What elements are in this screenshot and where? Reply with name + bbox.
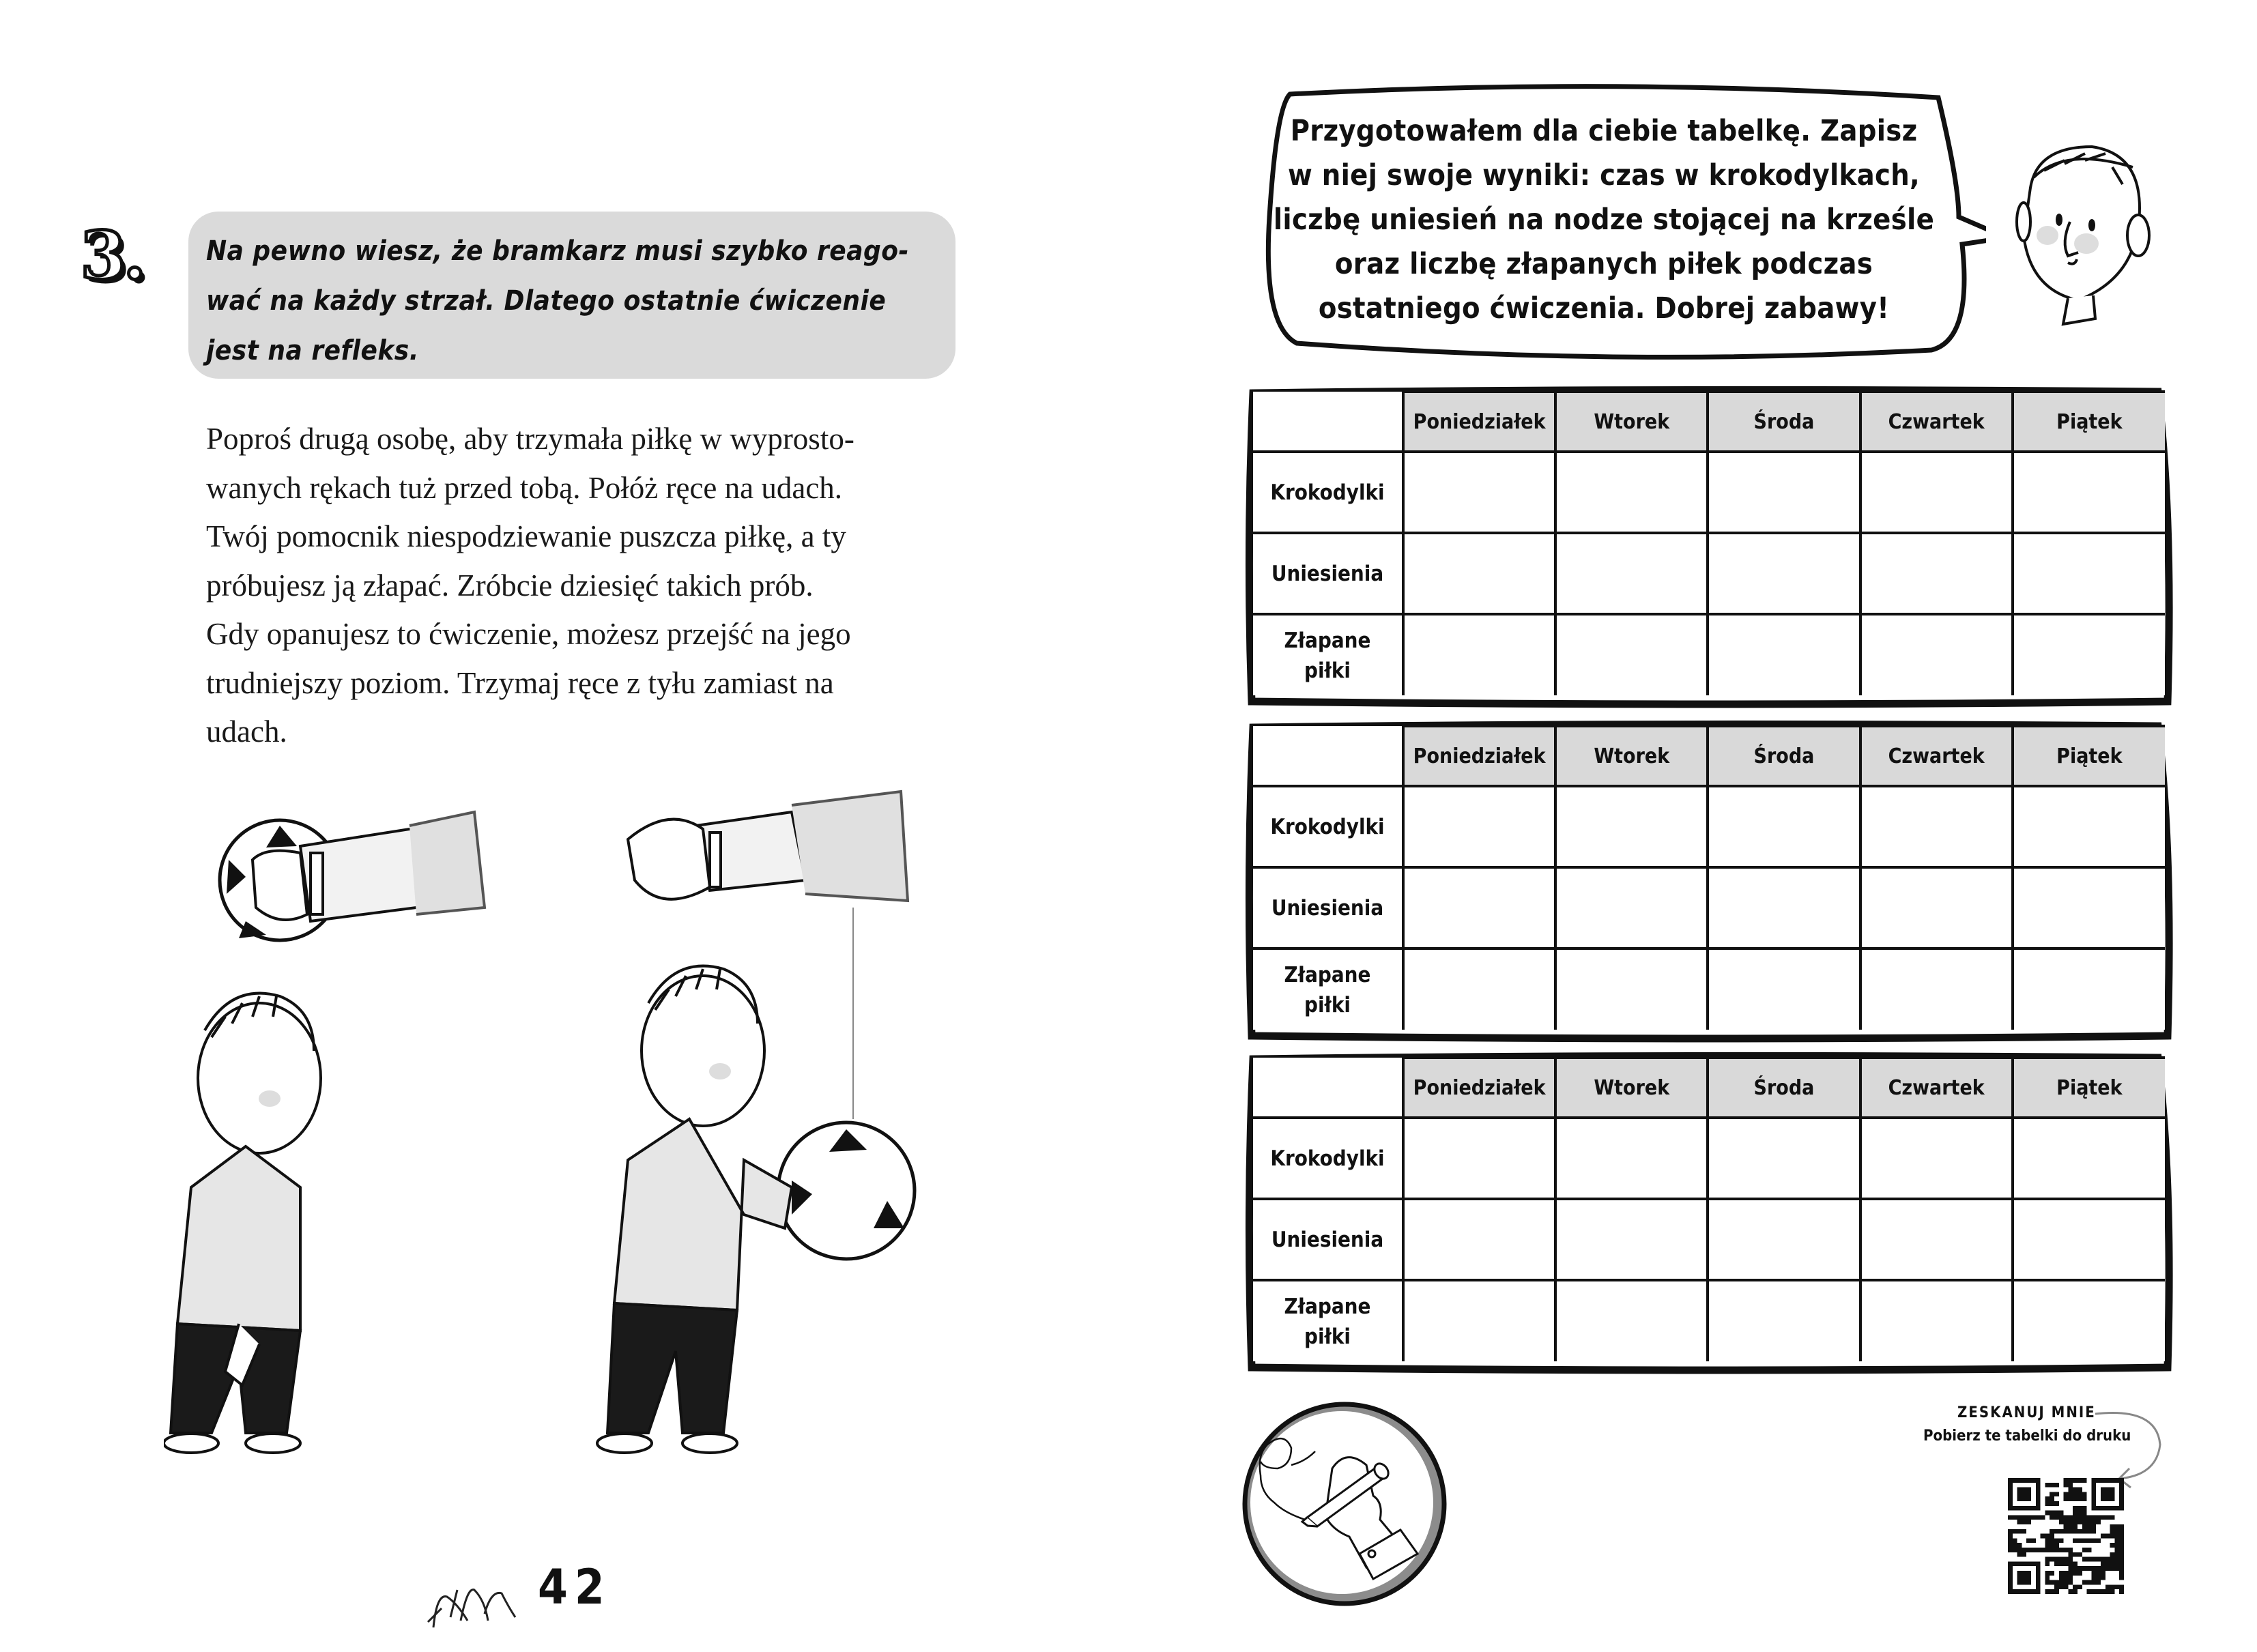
speech-line: Przygotowałem dla ciebie tabelkę. Zapisz [1290, 114, 1918, 148]
table-row [1253, 533, 2165, 614]
row-label [1253, 1280, 1403, 1361]
score-cell[interactable] [2013, 452, 2165, 533]
corner-cell [1253, 392, 1403, 452]
table-row [1253, 867, 2165, 948]
intro-line: jest na refleks. [206, 335, 419, 366]
day-header: Piątek [2013, 726, 2165, 786]
score-cell[interactable] [1403, 1199, 1555, 1280]
speech-line: w niej swoje wyniki: czas w krokodylkach, [1287, 158, 1921, 192]
score-grid [1253, 1056, 2165, 1361]
table-row [1253, 1199, 2165, 1280]
body-line: udach. [206, 714, 287, 749]
row-label [1253, 948, 1403, 1030]
day-header: Wtorek [1555, 1058, 1708, 1118]
score-cell[interactable] [2013, 786, 2165, 867]
row-label [1253, 1199, 1403, 1280]
boy-figure-waiting-icon [164, 994, 321, 1453]
row-label [1253, 533, 1403, 614]
page-number: 42 [538, 1559, 612, 1615]
score-cell[interactable] [1403, 533, 1555, 614]
score-cell[interactable] [1555, 614, 1708, 695]
score-table [1250, 725, 2173, 1030]
boy-catching-dropped-ball-icon [587, 778, 1065, 1474]
score-cell[interactable] [2013, 614, 2165, 695]
score-cell[interactable] [2013, 1199, 2165, 1280]
score-cell[interactable] [1555, 533, 1708, 614]
body-line: trudniejszy poziom. Trzymaj ręce z tyłu zamiast na [206, 665, 834, 700]
day-header: Poniedziałek [1403, 1058, 1555, 1118]
table-row [1253, 786, 2165, 867]
row-label-line: Uniesienia [1271, 895, 1384, 921]
day-header: Poniedziałek [1403, 392, 1555, 452]
intro-line: wać na każdy strzał. Dlatego ostatnie ćwiczenie [206, 285, 887, 317]
body-line: Gdy opanujesz to ćwiczenie, możesz przejść na jego [206, 617, 851, 651]
score-cell[interactable] [1403, 1280, 1555, 1361]
score-cell[interactable] [2013, 948, 2165, 1030]
boy-face-icon [1996, 119, 2160, 331]
score-cell[interactable] [1860, 1280, 2013, 1361]
score-cell[interactable] [1403, 614, 1555, 695]
grass-icon [420, 1573, 522, 1634]
row-label [1253, 452, 1403, 533]
score-grid [1253, 390, 2165, 695]
day-header: Piątek [2013, 1058, 2165, 1118]
score-cell[interactable] [1403, 786, 1555, 867]
intro-callout [188, 212, 955, 379]
speech-bubble-text [1269, 109, 1938, 331]
score-table [1250, 390, 2173, 695]
qr-title: ZESKANUJ MNIE [1957, 1404, 2096, 1421]
score-cell[interactable] [1403, 948, 1555, 1030]
score-cell[interactable] [1860, 614, 2013, 695]
row-label [1253, 867, 1403, 948]
score-cell[interactable] [1708, 452, 1860, 533]
score-cell[interactable] [1555, 948, 1708, 1030]
score-cell[interactable] [1555, 452, 1708, 533]
corner-cell [1253, 726, 1403, 786]
speech-line: oraz liczbę złapanych piłek podczas [1334, 247, 1873, 281]
header-row [1253, 392, 2165, 452]
score-cell[interactable] [1708, 1280, 1860, 1361]
row-label-line: Złapane [1284, 962, 1371, 987]
qr-code-icon[interactable] [2008, 1478, 2124, 1594]
score-cell[interactable] [1860, 452, 2013, 533]
day-header: Wtorek [1555, 726, 1708, 786]
row-label-line: Krokodylki [1270, 480, 1385, 505]
score-cell[interactable] [1708, 1199, 1860, 1280]
score-cell[interactable] [2013, 1280, 2165, 1361]
row-label [1253, 614, 1403, 695]
header-row [1253, 726, 2165, 786]
table-row [1253, 452, 2165, 533]
score-cell[interactable] [1708, 948, 1860, 1030]
day-header: Środa [1708, 1058, 1860, 1118]
speech-line: ostatniego ćwiczenia. Dobrej zabawy! [1318, 291, 1890, 325]
instructions-paragraph [206, 415, 943, 757]
score-cell[interactable] [1708, 786, 1860, 867]
hand-writing-marker-icon [1237, 1400, 1455, 1619]
row-label [1253, 786, 1403, 867]
row-label-line: Uniesienia [1271, 561, 1384, 586]
row-label-line: piłki [1304, 992, 1351, 1017]
score-cell[interactable] [1860, 1199, 2013, 1280]
score-cell[interactable] [1708, 867, 1860, 948]
intro-line: Na pewno wiesz, że bramkarz musi szybko reago- [206, 235, 909, 267]
day-header: Wtorek [1555, 392, 1708, 452]
score-cell[interactable] [1555, 1118, 1708, 1199]
score-cell[interactable] [1860, 1118, 2013, 1199]
score-cell[interactable] [1555, 1280, 1708, 1361]
row-label-line: Krokodylki [1270, 1146, 1385, 1171]
score-table [1250, 1056, 2173, 1361]
corner-cell [1253, 1058, 1403, 1118]
row-label-line: Złapane [1284, 1294, 1371, 1319]
score-cell[interactable] [1860, 948, 2013, 1030]
table-row [1253, 1118, 2165, 1199]
day-header: Piątek [2013, 392, 2165, 452]
row-label-line: Złapane [1284, 628, 1371, 653]
score-grid [1253, 725, 2165, 1030]
row-label-line: piłki [1304, 1324, 1351, 1349]
row-label-line: piłki [1304, 658, 1351, 683]
score-cell[interactable] [1403, 1118, 1555, 1199]
day-header: Środa [1708, 392, 1860, 452]
body-line: próbujesz ją złapać. Zróbcie dziesięć takich prób. [206, 568, 814, 603]
score-cell[interactable] [1555, 1199, 1708, 1280]
boy-figure-catching-icon [597, 966, 792, 1453]
body-line: wanych rękach tuż przed tobą. Połóż ręce na udach. [206, 470, 843, 505]
table-row [1253, 614, 2165, 695]
score-cell[interactable] [2013, 533, 2165, 614]
row-label [1253, 1118, 1403, 1199]
day-header: Czwartek [1860, 726, 2013, 786]
day-header: Czwartek [1860, 1058, 2013, 1118]
step-number: 3. [81, 217, 144, 294]
intro-text [206, 227, 932, 376]
soccer-ball-icon [778, 1122, 915, 1259]
arm-releasing-ball-icon [628, 792, 908, 901]
body-line: Twój pomocnik niespodziewanie puszcza piłkę, a ty [206, 519, 846, 553]
score-cell[interactable] [1555, 867, 1708, 948]
score-cell[interactable] [1708, 1118, 1860, 1199]
day-header: Czwartek [1860, 392, 2013, 452]
day-header: Poniedziałek [1403, 726, 1555, 786]
score-cell[interactable] [1708, 614, 1860, 695]
score-cell[interactable] [1860, 867, 2013, 948]
score-cell[interactable] [2013, 1118, 2165, 1199]
score-cell[interactable] [1708, 533, 1860, 614]
speech-line: liczbę uniesień na nodze stojącej na krześle [1273, 203, 1935, 237]
header-row [1253, 1058, 2165, 1118]
boy-waiting-ball-held-icon [164, 805, 655, 1481]
curved-arrow-icon [2088, 1407, 2170, 1489]
score-cell[interactable] [1860, 786, 2013, 867]
table-row [1253, 948, 2165, 1030]
body-line: Poproś drugą osobę, aby trzymała piłkę w wyprosto- [206, 422, 854, 456]
score-cell[interactable] [1555, 786, 1708, 867]
score-cell[interactable] [2013, 867, 2165, 948]
qr-subtitle: Pobierz te tabelki do druku [1923, 1428, 2131, 1445]
day-header: Środa [1708, 726, 1860, 786]
row-label-line: Uniesienia [1271, 1227, 1384, 1252]
table-row [1253, 1280, 2165, 1361]
score-cell[interactable] [1860, 533, 2013, 614]
score-cell[interactable] [1403, 867, 1555, 948]
score-cell[interactable] [1403, 452, 1555, 533]
row-label-line: Krokodylki [1270, 814, 1385, 839]
